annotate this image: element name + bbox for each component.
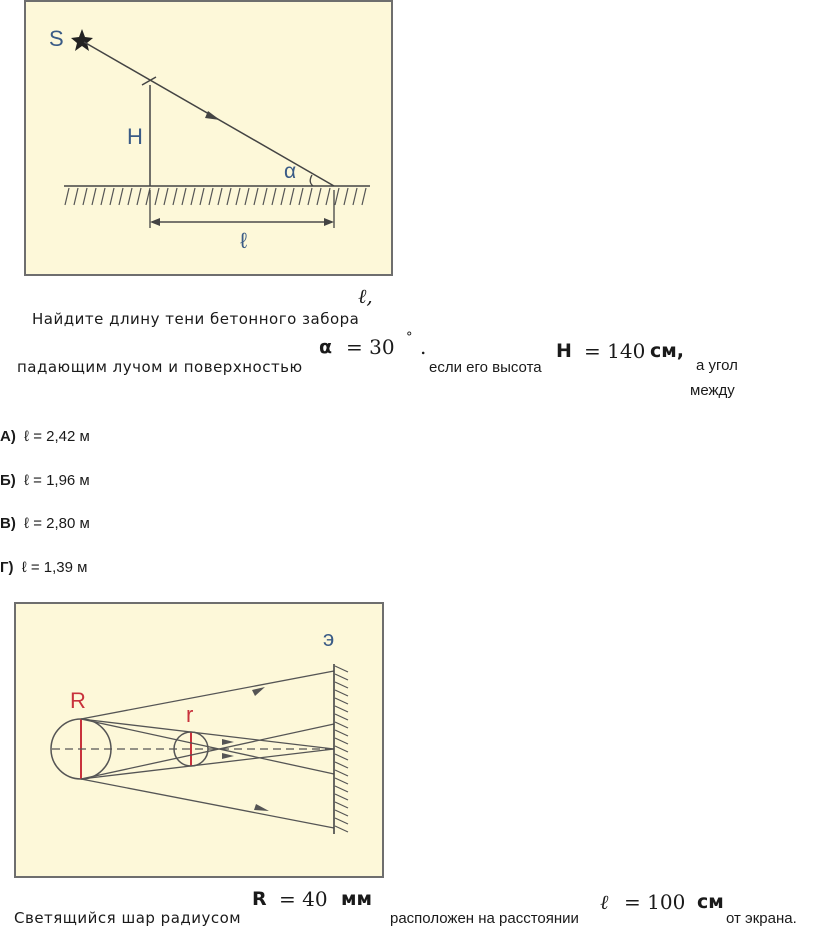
question1-angle-2: между xyxy=(690,382,735,399)
question2-text3: от экрана. xyxy=(726,910,797,927)
answer-text: ℓ = 2,80 м xyxy=(24,515,90,532)
answer-text: ℓ = 2,42 м xyxy=(24,428,90,445)
formula-alpha-symbol: α xyxy=(319,336,333,358)
answer-letter: В) xyxy=(0,515,16,532)
answer-letter: Б) xyxy=(0,472,16,489)
figure-shadow xyxy=(24,0,393,276)
label-length: ℓ xyxy=(240,228,248,253)
formula-l-symbol: ℓ xyxy=(600,890,609,914)
fence-tick xyxy=(142,77,156,85)
answer-text: ℓ = 1,96 м xyxy=(24,472,90,489)
answer-option[interactable] xyxy=(0,515,90,532)
angle-arc xyxy=(310,175,313,186)
formula-alpha-dot: . xyxy=(420,335,427,359)
formula-r-unit: мм xyxy=(341,888,373,910)
question1-line1: Найдите длину тени бетонного забора xyxy=(32,310,360,328)
figure-shadow-drawing xyxy=(26,2,391,274)
formula-alpha-degree: ° xyxy=(406,330,413,345)
formula-h-symbol: H xyxy=(556,340,572,362)
question1-if-height: если его высота xyxy=(429,359,542,376)
question2-text2: расположен на расстоянии xyxy=(390,910,579,927)
formula-r-symbol: R xyxy=(252,888,267,910)
answer-letter: Г) xyxy=(0,559,14,576)
formula-l-unit: см xyxy=(697,891,724,913)
formula-alpha-value: = 30 xyxy=(346,335,395,359)
label-big-radius: R xyxy=(70,688,86,713)
ground-hatching xyxy=(65,188,366,205)
formula-h-value: = 140 xyxy=(584,339,646,363)
answer-letter: А) xyxy=(0,428,16,445)
answer-option[interactable] xyxy=(0,428,90,445)
question2-text1: Светящийся шар радиусом xyxy=(14,909,242,927)
label-height: H xyxy=(127,124,143,149)
label-source: S xyxy=(49,26,64,51)
formula-l: ℓ, xyxy=(358,284,373,308)
formula-l-value: = 100 xyxy=(624,890,686,914)
answer-option[interactable] xyxy=(0,472,90,489)
answer-option[interactable] xyxy=(0,559,87,576)
screen-hatching xyxy=(335,666,348,832)
star-icon xyxy=(71,29,93,51)
label-small-radius: r xyxy=(186,702,194,727)
label-alpha: α xyxy=(284,160,297,183)
label-screen: э xyxy=(323,626,335,651)
figure-sphere xyxy=(14,602,384,878)
question1-angle-1: а угол xyxy=(696,357,738,374)
formula-h-unit: см, xyxy=(650,340,685,362)
answer-text: ℓ = 1,39 м xyxy=(21,559,88,576)
question1-line2: падающим лучом и поверхностью xyxy=(17,358,303,376)
formula-r-value: = 40 xyxy=(279,887,328,911)
